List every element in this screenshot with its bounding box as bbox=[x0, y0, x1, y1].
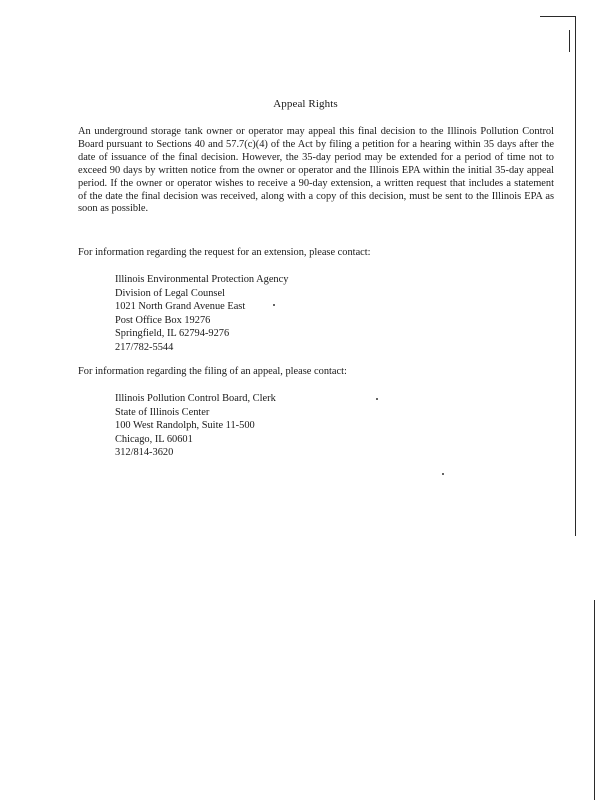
scan-speck bbox=[442, 473, 444, 475]
phone-line: 217/782-5544 bbox=[115, 341, 174, 353]
scan-edge-line bbox=[540, 16, 576, 17]
address-line: Division of Legal Counsel bbox=[115, 287, 225, 299]
extension-contact-address bbox=[115, 273, 288, 354]
address-line: Post Office Box 19276 bbox=[115, 314, 211, 326]
address-line: Springfield, IL 62794-9276 bbox=[115, 328, 230, 339]
intro-paragraph: An underground storage tank owner or operator may appeal this final decision to the Illinois Pollution Control Board pursuant to Sections 40 and 57.7(c)(4) of the Act by filing a petition for a hearing within 35 days after the date of issuance of the final decision. However, the 35-day period may be extended for a period of time not to exceed 90 days by written notice from the owner or operator and the Illinois EPA within the initial 35-day appeal period. If the owner or operator wishes to receive a 90-day extension, a written request that includes a statement of the date the final decision was received, along with a copy of this decision, must be sent to the Illinois EPA as soon as possible. bbox=[78, 126, 554, 215]
appeal-contact-address bbox=[115, 392, 276, 460]
address-line: Chicago, IL 60601 bbox=[115, 433, 193, 445]
address-line: State of Illinois Center bbox=[115, 406, 210, 418]
address-line: Illinois Environmental Protection Agency bbox=[115, 274, 289, 285]
address-line: 1021 North Grand Avenue East bbox=[115, 301, 246, 312]
scan-edge-line bbox=[569, 30, 570, 52]
extension-contact-lead: For information regarding the request for an extension, please contact: bbox=[78, 247, 371, 258]
appeal-contact-lead: For information regarding the filing of an appeal, please contact: bbox=[78, 366, 347, 377]
address-line: 100 West Randolph, Suite 11-500 bbox=[115, 420, 255, 431]
address-line: Illinois Pollution Control Board, Clerk bbox=[115, 393, 276, 404]
scan-edge-line bbox=[594, 600, 595, 800]
scan-speck bbox=[376, 398, 378, 400]
document-title: Appeal Rights bbox=[273, 98, 338, 110]
phone-line: 312/814-3620 bbox=[115, 447, 174, 458]
scan-edge-line bbox=[575, 16, 576, 536]
